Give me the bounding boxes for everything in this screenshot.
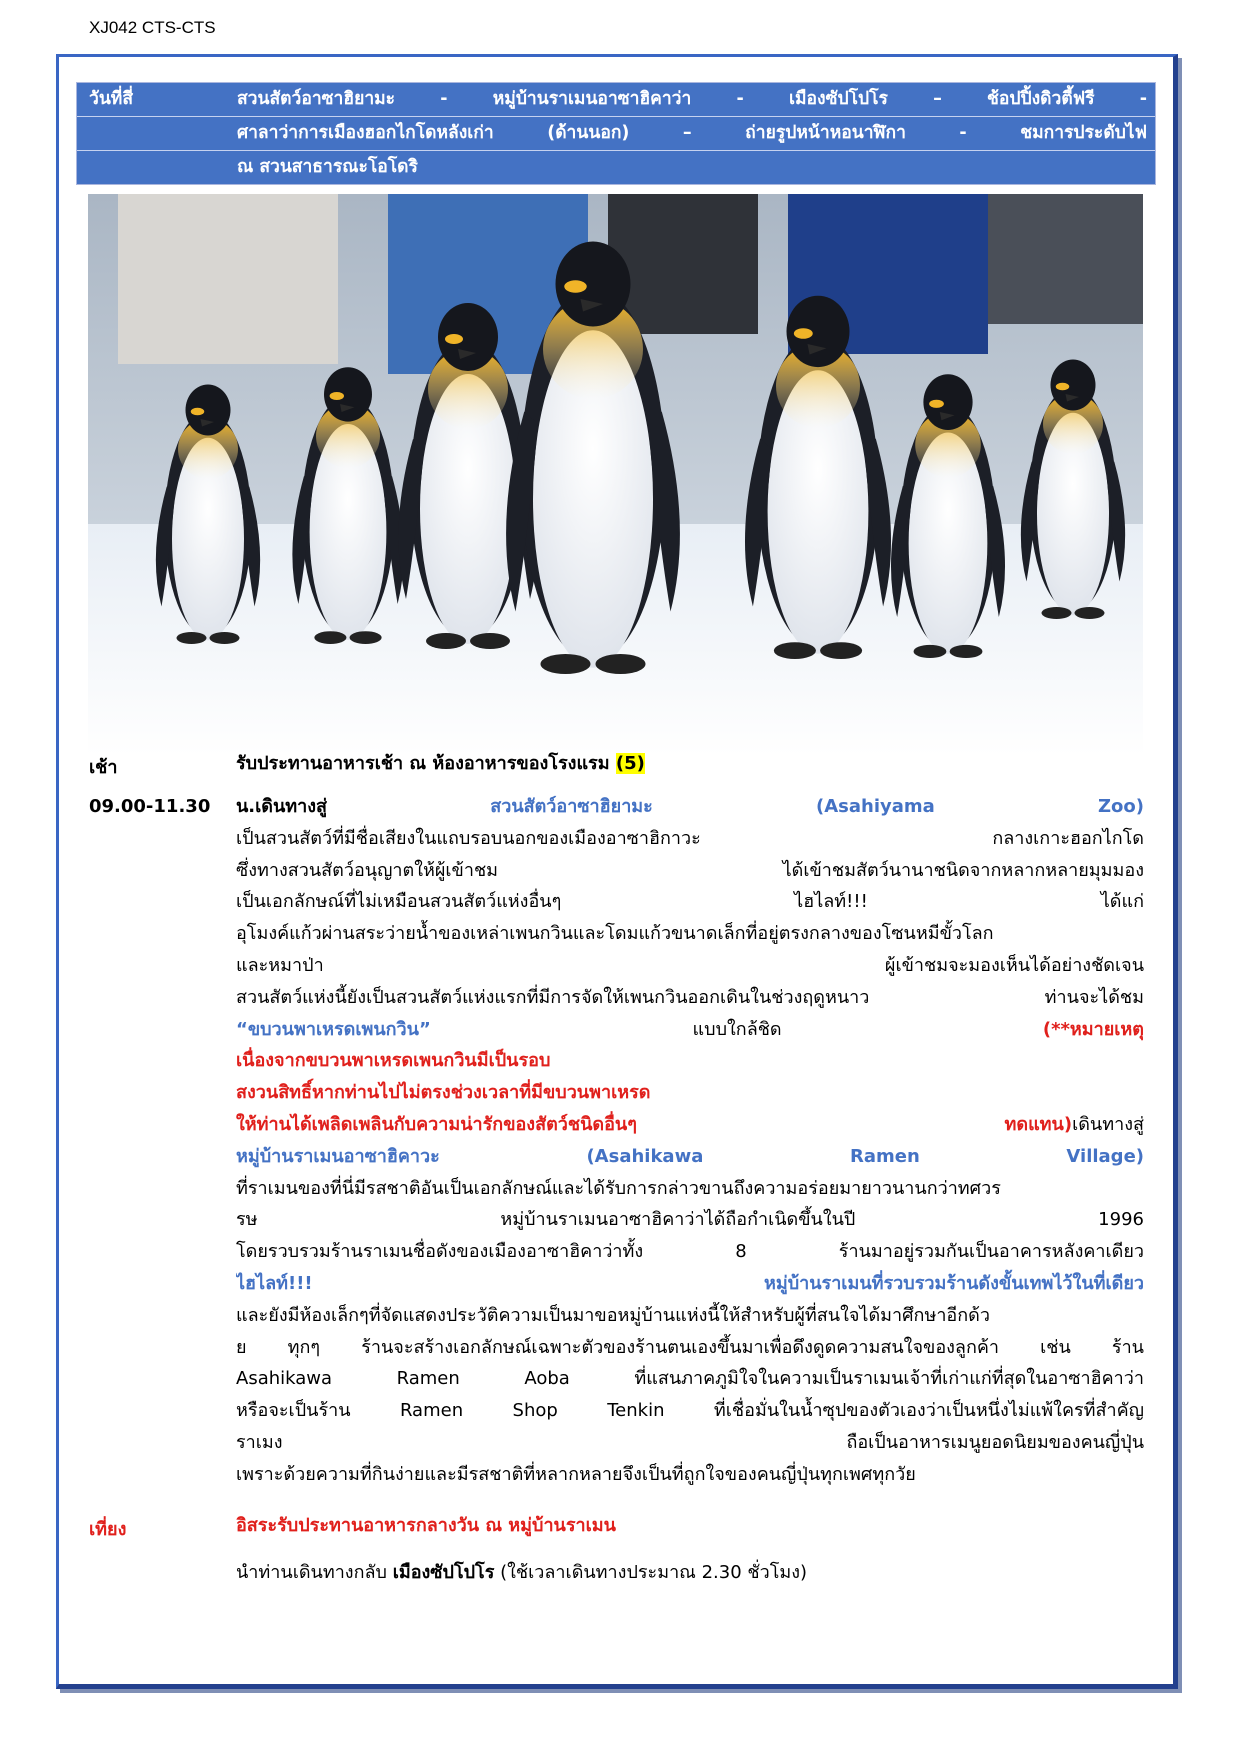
day-label: วันที่สี่ <box>89 89 134 109</box>
penguin-parade-photo <box>88 194 1143 756</box>
city-name: เมืองซัปโปโร <box>392 1562 495 1583</box>
text-line: อุโมงค์แก้วผ่านสระว่ายน้ำของเหล่าเพนกวินและโดมแก้วขนาดเล็กที่อยู่ตรงกลางของโซนหมีขั้วโลก <box>236 923 994 945</box>
highlight-line: ไฮไลท์!!! หมู่บ้านราเมนที่รวบรวมร้านดังขั้นเทพไว้ในที่เดียว <box>236 1272 1144 1294</box>
day-title-line: สวนสัตว์อาซาฮิยามะ - หมู่บ้านราเมนอาซาฮิคาว่า - เมืองซัปโปโร – ช้อปปิ้งดิวตี้ฟรี - <box>237 89 1147 109</box>
text-line: เป็นเอกลักษณ์ที่ไม่เหมือนสวนสัตว์แห่งอื่นๆ ไฮไลท์!!! ได้แก่ <box>236 891 1144 913</box>
text-line: สวนสัตว์แห่งนี้ยังเป็นสวนสัตว์แห่งแรกที่มีการจัดให้เพนกวินออกเดินในช่วงฤดูหนาว ท่านจะได้ชม <box>236 986 1144 1008</box>
afternoon-text-block <box>236 1557 1144 1589</box>
text-line: และยังมีห้องเล็กๆที่จัดแสดงประวัติความเป็นมาขอหมู่บ้านแห่งนี้ให้สำหรับผู้ที่สนใจได้มาศึกษาอีกด้ว <box>236 1304 990 1326</box>
day-title-line: ณ สวนสาธารณะโอโดริ <box>237 157 418 177</box>
lunch-text-block <box>236 1510 1144 1542</box>
attraction-name: หมู่บ้านราเมนอาซาฮิคาวะ (Asahikawa Ramen Village) <box>236 1145 1144 1167</box>
day-header-row <box>77 83 1155 117</box>
attraction-name: สวนสัตว์อาซาฮิยามะ (Asahiyama Zoo) <box>490 796 1144 817</box>
text-line: หรือจะเป็นร้าน Ramen Shop Tenkin ที่เชื่อมั่นในน้ำซุปของตัวเองว่าเป็นหนึ่งไม่แพ้ใครที่สำคัญ <box>236 1400 1144 1422</box>
text-line: ย ทุกๆ ร้านจะสร้างเอกลักษณ์เฉพาะตัวของร้านตนเองขึ้นมาเพื่อดึงดูดความสนใจของลูกค้า เช่น ร้าน <box>236 1336 1144 1358</box>
text-line: รษ หมู่บ้านราเมนอาซาฮิคาว่าได้ถือกำเนิดขึ้นในปี 1996 <box>236 1209 1144 1231</box>
meal-code-badge: (5) <box>615 753 645 774</box>
text-line: ราเมง ถือเป็นอาหารเมนูยอดนิยมของคนญี่ปุ่น <box>236 1431 1144 1453</box>
text-line: โดยรวบรวมร้านราเมนชื่อดังของเมืองอาซาฮิคาว่าทั้ง 8 ร้านมาอยู่รวมกันเป็นอาคารหลังคาเดียว <box>236 1241 1144 1263</box>
day-header-row <box>77 151 1155 184</box>
day-title-line: ศาลาว่าการเมืองฮอกไกโดหลังเก่า (ด้านนอก) – ถ่ายรูปหน้าหอนาฬิกา - ชมการประดับไฟ <box>237 123 1147 143</box>
day-header-row <box>77 117 1155 151</box>
breakfast-label: เช้า <box>89 757 118 778</box>
text-line: ซึ่งทางสวนสัตว์อนุญาตให้ผู้เข้าชม ได้เข้าชมสัตว์นานาชนิดจากหลากหลายมุมมอง <box>236 859 1144 881</box>
note-line: สงวนสิทธิ์หากท่านไปไม่ตรงช่วงเวลาที่มีขบวนพาเหรด <box>236 1082 651 1104</box>
text-line: และหมาป่า ผู้เข้าชมจะมองเห็นได้อย่างชัดเจน <box>236 954 1144 976</box>
document-code: XJ042 CTS-CTS <box>89 18 216 37</box>
text-line: น.เดินทางสู่ สวนสัตว์อาซาฮิยามะ (Asahiyama Zoo) <box>236 796 1144 817</box>
day-header <box>76 82 1156 185</box>
morning-itinerary-text <box>236 791 1144 1491</box>
text-line: “ขบวนพาเหรดเพนกวิน” แบบใกล้ชิด (**หมายเหตุ <box>236 1018 1144 1040</box>
breakfast-text-block <box>236 748 1144 780</box>
text-line: นำท่านเดินทางกลับ เมืองซัปโปโร (ใช้เวลาเดินทางประมาณ 2.30 ชั่วโมง) <box>236 1562 808 1583</box>
lunch-text: อิสระรับประทานอาหารกลางวัน ณ หมู่บ้านราเมน <box>236 1515 616 1536</box>
note-line: เนื่องจากขบวนพาเหรดเพนกวินมีเป็นรอบ <box>236 1050 551 1072</box>
text-line: Asahikawa Ramen Aoba ที่แสนภาคภูมิใจในความเป็นราเมนเจ้าที่เก่าแก่ที่สุดในอาซาฮิคาว่า <box>236 1368 1144 1390</box>
text-line: เป็นสวนสัตว์ที่มีชื่อเสียงในแถบรอบนอกของเมืองอาซาฮิกาวะ กลางเกาะฮอกไกโด <box>236 827 1144 849</box>
morning-time-label: 09.00-11.30 <box>89 796 211 817</box>
text-line: ให้ท่านได้เพลิดเพลินกับความน่ารักของสัตว์ชนิดอื่นๆ ทดแทน)เดินทางสู่ <box>236 1113 1144 1135</box>
text-line: เพราะด้วยความที่กินง่ายและมีรสชาติที่หลากหลายจึงเป็นที่ถูกใจของคนญี่ปุ่นทุกเพศทุกวัย <box>236 1463 916 1485</box>
text-line: ที่ราเมนของที่นี่มีรสชาติอันเป็นเอกลักษณ์และได้รับการกล่าวขานถึงความอร่อยมายาวนานกว่าทศวร <box>236 1177 1001 1199</box>
lunch-label: เที่ยง <box>89 1519 127 1540</box>
breakfast-line: รับประทานอาหารเช้า ณ ห้องอาหารของโรงแรม (5) <box>236 753 645 774</box>
